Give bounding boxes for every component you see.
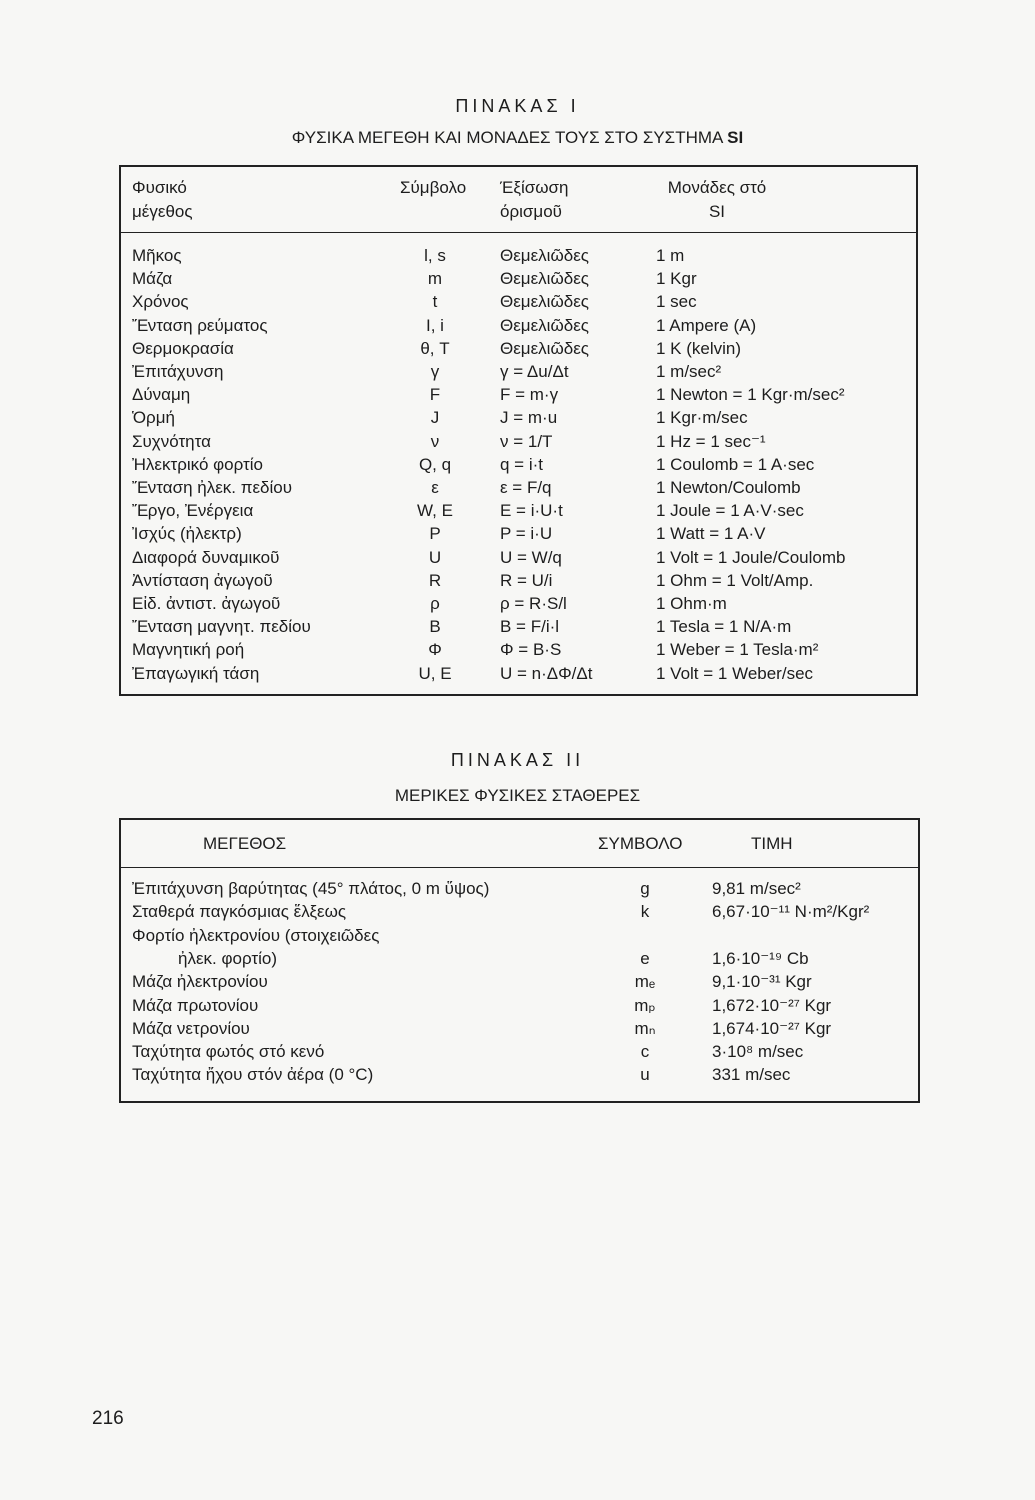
table1-cell-quantity: Ἔνταση ἠλεκ. πεδίου: [132, 478, 293, 497]
table1-cell-unit: 1 Ohm·m: [656, 594, 727, 613]
table1-cell-unit: 1 K (kelvin): [656, 338, 742, 358]
table1-cell-equation: γ = Δu/Δt: [500, 362, 569, 381]
table1-cell-unit: 1 sec: [656, 292, 697, 312]
table2-cell-value: 3·10⁸ m/sec: [712, 1042, 804, 1062]
table1-cell-quantity: Ἔργο, Ἐνέργεια: [132, 501, 254, 521]
table1-cell-equation: J = m·u: [500, 408, 558, 428]
table1-cell-equation: U = n·ΔΦ/Δt: [500, 663, 593, 683]
table2-cell-symbol: c: [640, 1042, 650, 1062]
table1-cell-quantity: Συχνότητα: [132, 431, 211, 451]
table1-cell-symbol: γ: [430, 362, 440, 381]
table2-cell-value: 1,672·10⁻²⁷ Kgr: [712, 995, 832, 1015]
table1-cell-quantity: Μαγνητική ροή: [132, 640, 245, 660]
table1-cell-equation: Θεμελιῶδες: [500, 338, 589, 358]
table1-cell-symbol: R: [428, 570, 442, 590]
table1-cell-symbol: B: [429, 617, 441, 637]
table1-cell-equation: Θεμελιῶδες: [500, 292, 589, 312]
table1-header-equation-line2: όρισμοῦ: [500, 202, 562, 221]
table2-cell-quantity: Μάζα ἠλεκτρονίου: [132, 972, 268, 992]
table1-cell-symbol: ε: [431, 478, 439, 497]
table1-cell-symbol: J: [430, 408, 440, 428]
table1-cell-quantity: Θερμοκρασία: [132, 338, 234, 358]
table1-cell-equation: Θεμελιῶδες: [500, 246, 589, 265]
table1-cell-unit: 1 Volt = 1 Joule/Coulomb: [656, 547, 846, 567]
table1-cell-unit: 1 Volt = 1 Weber/sec: [656, 663, 814, 683]
table2-cell-value: 1,674·10⁻²⁷ Kgr: [712, 1018, 832, 1038]
table1-cell-unit: 1 Newton/Coulomb: [656, 478, 801, 497]
table1-cell-quantity: Ἐπιτάχυνση: [132, 362, 224, 381]
table1-cell-unit: 1 Kgr·m/sec: [656, 408, 748, 428]
table2-cell-quantity: Μάζα νετρονίου: [132, 1018, 250, 1038]
table1-cell-symbol: P: [429, 524, 441, 544]
table1-cell-unit: 1 Newton = 1 Kgr·m/sec²: [656, 385, 845, 405]
table1-header-units-line2: SI: [708, 202, 726, 221]
table2-cell-value: 9,81 m/sec²: [712, 879, 801, 898]
table1-subtitle-si: SI: [727, 128, 744, 147]
table1-cell-unit: 1 Coulomb = 1 A·sec: [656, 454, 815, 474]
table1-cell-equation: q = i·t: [500, 454, 543, 474]
table1-cell-quantity: Ὁρμή: [132, 408, 175, 428]
table1-title: ΠΙΝΑΚΑΣ Ι: [455, 96, 580, 116]
table1-cell-symbol: U: [428, 547, 442, 567]
table1-cell-symbol: U, E: [418, 663, 452, 683]
table1-cell-symbol: l, s: [424, 246, 446, 265]
table1-cell-equation: R = U/i: [500, 570, 553, 590]
table1-cell-quantity: Ἠλεκτρικό φορτίο: [132, 454, 264, 474]
table1-cell-quantity: Ἀντίσταση ἀγωγοῦ: [132, 570, 273, 590]
table1-cell-unit: 1 Kgr: [656, 269, 697, 289]
table2-header-quantity: ΜΕΓΕΘΟΣ: [203, 834, 287, 853]
table1-cell-symbol: t: [432, 292, 438, 312]
table1-cell-quantity: Δύναμη: [132, 385, 191, 405]
table2-cell-symbol: g: [640, 879, 650, 898]
table1-cell-unit: 1 Hz = 1 sec⁻¹: [656, 431, 766, 451]
table2-cell-quantity: Φορτίο ἠλεκτρονίου (στοιχειῶδες: [132, 925, 380, 945]
table1-cell-equation: U = W/q: [500, 547, 562, 567]
table1-header-equation: [500, 176, 568, 224]
table1-cell-symbol: ν: [430, 431, 440, 451]
table1-cell-equation: P = i·U: [500, 524, 553, 544]
table2-cell-symbol: mₙ: [634, 1018, 656, 1038]
table2-header-symbol: ΣΥΜΒΟΛΟ: [598, 834, 683, 853]
table1-cell-quantity: Εἰδ. ἀντιστ. ἀγωγοῦ: [132, 594, 281, 613]
table2-cell-value: 9,1·10⁻³¹ Kgr: [712, 972, 812, 992]
table1-cell-quantity: Ἔνταση ρεύματος: [132, 315, 268, 335]
table2-cell-value: 6,67·10⁻¹¹ N·m²/Kgr²: [712, 902, 870, 922]
table2-cell-quantity: Ταχύτητα ἤχου στόν ἀέρα (0 °C): [132, 1065, 374, 1085]
table1-cell-unit: 1 Tesla = 1 N/A·m: [656, 617, 792, 637]
table2-subtitle: ΜΕΡΙΚΕΣ ΦΥΣΙΚΕΣ ΣΤΑΘΕΡΕΣ: [394, 786, 641, 805]
table1-cell-symbol: F: [429, 385, 441, 405]
table1-subtitle-text: ΦΥΣΙΚΑ ΜΕΓΕΘΗ ΚΑΙ ΜΟΝΑΔΕΣ ΤΟΥΣ ΣΤΟ ΣΥΣΤΗΜΑ: [291, 128, 723, 147]
table2-cell-quantity: Σταθερά παγκόσμιας ἕλξεως: [132, 902, 347, 922]
table1-header-quantity-line1: Φυσικό: [132, 178, 187, 197]
table1-cell-equation: E = i·U·t: [500, 501, 563, 521]
page-number: 216: [92, 1408, 124, 1429]
table1-cell-equation: B = F/i·l: [500, 617, 560, 637]
table1-cell-symbol: Φ: [428, 640, 442, 660]
table2-cell-symbol: k: [640, 902, 650, 922]
table2-header-value: ΤΙΜΗ: [751, 834, 793, 853]
table1-cell-symbol: m: [427, 269, 443, 289]
table1-subtitle: [0, 128, 1035, 148]
table1-cell-quantity: Χρόνος: [132, 292, 189, 312]
table1-header-units: [652, 176, 782, 224]
table1-cell-unit: 1 m: [656, 246, 685, 265]
table1-cell-symbol: Q, q: [418, 454, 452, 474]
table2-cell-value: 1,6·10⁻¹⁹ Cb: [712, 948, 809, 968]
table1-header-equation-line1: Έξίσωση: [500, 178, 569, 197]
table1-header-quantity: [132, 176, 193, 224]
table1-cell-equation: ρ = R·S/l: [500, 594, 567, 613]
table1-cell-unit: 1 Joule = 1 A·V·sec: [656, 501, 804, 521]
table2-title: ΠΙΝΑΚΑΣ ΙΙ: [450, 750, 585, 770]
table1-cell-quantity: Ἐπαγωγική τάση: [132, 663, 260, 683]
table1-header-units-line1: Μονάδες στό: [667, 178, 767, 197]
table1-cell-equation: F = m·γ: [500, 385, 559, 405]
table2-cell-value: 331 m/sec: [712, 1065, 791, 1085]
table2-cell-symbol: mₚ: [634, 995, 656, 1015]
table2-cell-quantity: ἠλεκ. φορτίο): [178, 948, 277, 968]
table2-cell-symbol: mₑ: [634, 972, 656, 992]
table1-cell-unit: 1 Ohm = 1 Volt/Amp.: [656, 570, 814, 590]
table1-cell-unit: 1 Watt = 1 A·V: [656, 524, 766, 544]
table1-cell-equation: Θεμελιῶδες: [500, 269, 589, 289]
table1-cell-equation: ε = F/q: [500, 478, 552, 497]
table2-cell-symbol: u: [640, 1065, 650, 1085]
table1-cell-symbol: ρ: [430, 594, 440, 613]
table2-cell-symbol: e: [640, 948, 650, 968]
table1-cell-equation: Φ = B·S: [500, 640, 562, 660]
table1-cell-quantity: Διαφορά δυναμικοῦ: [132, 547, 280, 567]
table1-cell-equation: ν = 1/T: [500, 431, 553, 451]
table2-cell-quantity: Μάζα πρωτονίου: [132, 995, 259, 1015]
table1-cell-symbol: I, i: [426, 315, 444, 335]
table1-cell-unit: 1 m/sec²: [656, 362, 722, 381]
table1-cell-quantity: Ἰσχύς (ἠλεκτρ): [132, 524, 242, 544]
table1-cell-symbol: θ, T: [420, 338, 450, 358]
table1-cell-unit: 1 Weber = 1 Tesla·m²: [656, 640, 819, 660]
table1-cell-quantity: Μῆκος: [132, 246, 182, 265]
table1-cell-quantity: Ἔνταση μαγνητ. πεδίου: [132, 617, 311, 637]
table2-cell-quantity: Ταχύτητα φωτός στό κενό: [132, 1042, 325, 1062]
table2-header-rule: [119, 867, 920, 868]
table1-cell-unit: 1 Ampere (A): [656, 315, 757, 335]
table1-cell-quantity: Μάζα: [132, 269, 173, 289]
table1-header-quantity-line2: μέγεθος: [132, 202, 193, 221]
table1-header-rule: [119, 232, 918, 233]
table1-cell-equation: Θεμελιῶδες: [500, 315, 589, 335]
table1-cell-symbol: W, E: [417, 501, 453, 521]
table2-cell-quantity: Ἐπιτάχυνση βαρύτητας (45° πλάτος, 0 m ὕψος): [132, 879, 490, 898]
table1-header-symbol: Σύμβολο: [400, 178, 467, 197]
